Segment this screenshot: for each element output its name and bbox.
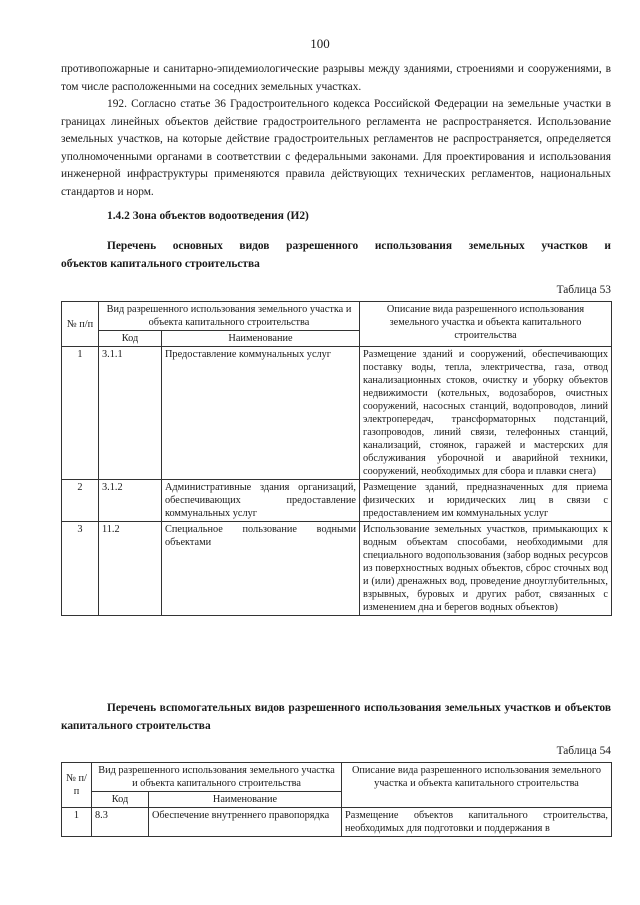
row-number: 1 <box>62 347 99 480</box>
table-row <box>62 347 612 480</box>
aux-list-heading: Перечень вспомогательных видов разрешенного использования земельных участков и объектов капитального строительства <box>61 702 611 732</box>
header-code: Код <box>99 331 162 347</box>
section-heading: 1.4.2 Зона объектов водоотведения (И2) <box>107 210 309 222</box>
body-text <box>61 61 611 201</box>
row-description: Размещение зданий, предназначенных для приема физических и юридических лиц в связи с предоставлением им коммунальных услуг <box>360 480 612 522</box>
row-description: Размещение зданий и сооружений, обеспечивающих поставку воды, тепла, электричества, газа, отвод канализационных стоков, очистку и уборку объектов недвижимости (котельных, водозаборов, очистных сооружений, насосных станций, водопроводов, линий электропередач, трансформаторных подстанций, газопроводов, линий связи, телефонных станций, канализаций, стоянок, гаражей и мастерских для обслуживания уборочной и аварийной техники, сооружений, необходимых для сбора и плавки снега) <box>360 347 612 480</box>
row-description: Использование земельных участков, примыкающих к водным объектам способами, необходимыми для специального водопользования (забор водных ресурсов из поверхностных водных объектов, сброс сточных вод и (или) дренажных вод, проведение дноуглубительных, взрывных, буровых и других работ, связанных с изменением дна и берегов водных объектов) <box>360 522 612 616</box>
main-list-heading <box>61 238 611 273</box>
table-row <box>62 808 612 837</box>
table-53 <box>61 301 612 616</box>
row-number: 1 <box>62 808 92 837</box>
row-code: 3.1.2 <box>99 480 162 522</box>
row-name: Обеспечение внутреннего правопорядка <box>149 808 342 837</box>
header-code: Код <box>92 792 149 808</box>
row-number: 3 <box>62 522 99 616</box>
header-kind: Вид разрешенного использования земельного участка и объекта капитального строительства <box>92 763 342 792</box>
row-code: 8.3 <box>92 808 149 837</box>
main-list-heading-line-1: Перечень основных видов разрешенного использования земельных участков и <box>107 240 611 252</box>
table-row <box>62 522 612 616</box>
intro-paragraph: противопожарные и санитарно-эпидемиологические разрывы между зданиями, строениями и сооружениями, в том числе расположенными на соседних земельных участках. <box>61 63 611 93</box>
table-53-caption: Таблица 53 <box>556 284 611 296</box>
header-kind: Вид разрешенного использования земельного участка и объекта капитального строительства <box>99 302 360 331</box>
header-name: Наименование <box>162 331 360 347</box>
header-name: Наименование <box>149 792 342 808</box>
header-description: Описание вида разрешенного использования земельного участка и объекта капитального строительства <box>342 763 612 808</box>
paragraph-192: 192. Согласно статье 36 Градостроительного кодекса Российской Федерации на земельные участки в границах линейных объектов действие градостроительного регламента не распространяется. Использование земельных участков, на которые действие градостроительных регламентов не распространяется, определяется уполномоченными органами в соответствии с федеральными законами. Для проектирования и использования инженерной инфраструктуры применяются правила действующих технических регламентов, национальных стандартов и норм. <box>61 98 611 198</box>
table-row <box>62 480 612 522</box>
table-54-caption: Таблица 54 <box>556 745 611 757</box>
main-list-heading-line-2: объектов капитального строительства <box>61 257 260 270</box>
header-description: Описание вида разрешенного использования земельного участка и объекта капитального строительства <box>360 302 612 347</box>
table-54 <box>61 762 612 837</box>
row-code: 11.2 <box>99 522 162 616</box>
row-code: 3.1.1 <box>99 347 162 480</box>
row-name: Административные здания организаций, обеспечивающих предоставление коммунальных услуг <box>162 480 360 522</box>
header-number: № п/п <box>62 302 99 347</box>
row-name: Предоставление коммунальных услуг <box>162 347 360 480</box>
row-number: 2 <box>62 480 99 522</box>
row-name: Специальное пользование водными объектами <box>162 522 360 616</box>
page-number: 100 <box>310 36 330 51</box>
row-description: Размещение объектов капитального строительства, необходимых для подготовки и поддержания в <box>342 808 612 837</box>
header-number: № п/п <box>62 763 92 808</box>
